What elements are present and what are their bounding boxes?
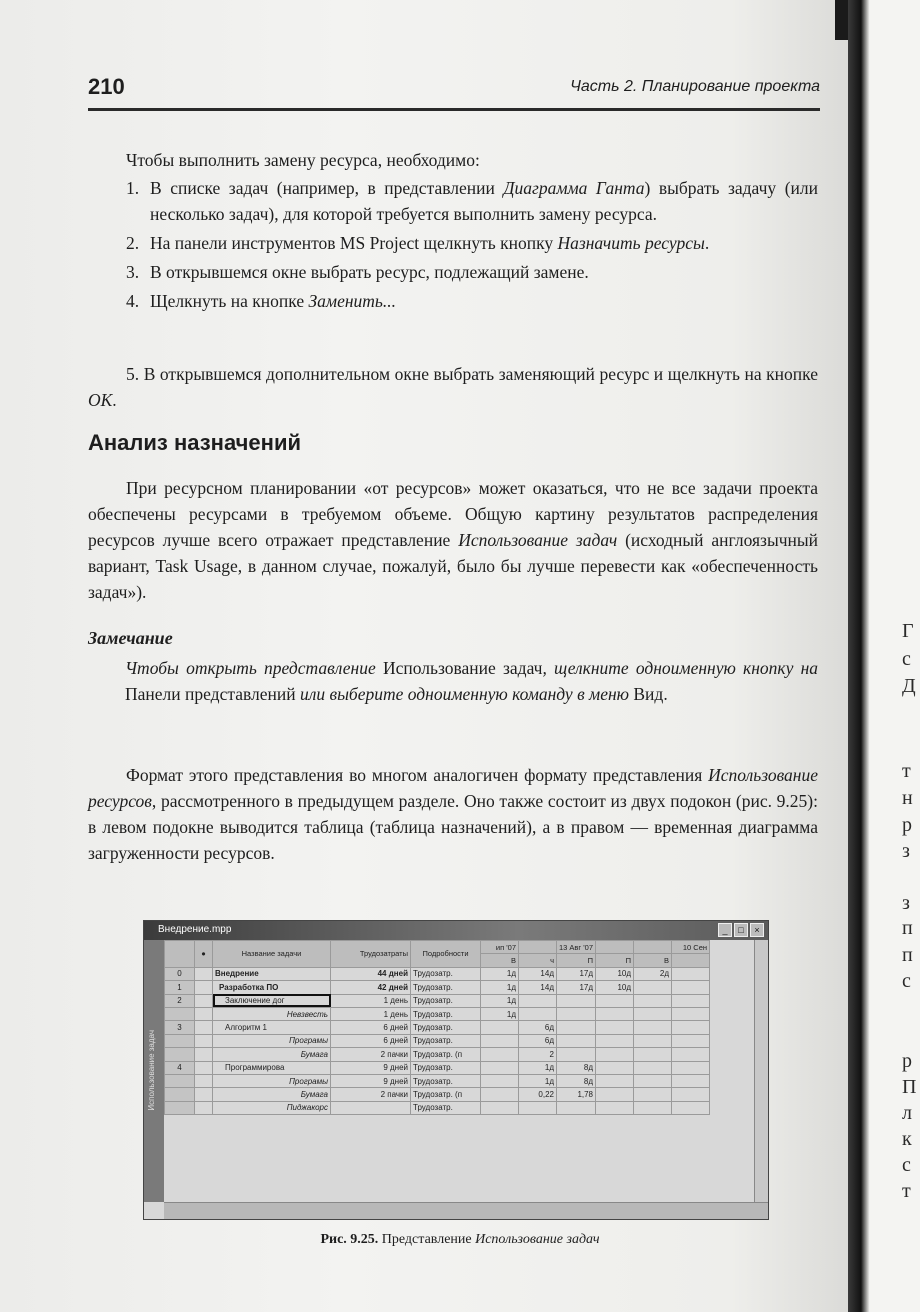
table-row[interactable] — [165, 1048, 710, 1061]
facing-page-letter: Г — [902, 620, 914, 642]
row-id[interactable]: 1 — [165, 981, 195, 994]
timephased-value-cell[interactable] — [634, 994, 672, 1007]
facing-page-letter: с — [902, 970, 911, 992]
facing-page-letter: т — [902, 1180, 911, 1202]
timephased-value-cell[interactable]: 1д — [481, 994, 519, 1007]
row-id[interactable]: 0 — [165, 967, 195, 980]
col-details[interactable]: Подробности — [411, 941, 481, 968]
timephased-value-cell[interactable] — [634, 1061, 672, 1074]
timephased-value-cell[interactable]: 1д — [481, 1007, 519, 1020]
timephased-value-cell[interactable] — [596, 994, 634, 1007]
section-heading: Анализ назначений — [88, 430, 302, 455]
step-item-5: 5. В открывшемся дополнительном окне выбрать заменяющий ресурс и щелкнуть на кнопке ОК. — [88, 364, 818, 410]
timephased-value-cell[interactable] — [672, 1034, 710, 1047]
task-name-cell[interactable]: Програмы — [213, 1034, 331, 1047]
row-indicator[interactable] — [195, 1074, 213, 1087]
step-item: 1. В списке задач (например, в представлении Диаграмма Ганта) выбрать задачу (или несколько задач), для которой требуется выполнить замену ресурса. — [126, 178, 818, 224]
week-label: 13 Авг '07 — [557, 941, 596, 954]
page-number: 210 — [88, 74, 125, 99]
work-cell[interactable]: 6 дней — [331, 1021, 411, 1034]
timephased-value-cell[interactable] — [672, 981, 710, 994]
timephased-value-cell[interactable] — [672, 1007, 710, 1020]
close-button[interactable]: × — [750, 923, 764, 937]
task-name-cell[interactable]: Внедрение — [213, 967, 331, 980]
timephased-value-cell[interactable] — [596, 1034, 634, 1047]
timephased-value-cell[interactable] — [596, 1074, 634, 1087]
facing-page-letter: п — [902, 917, 913, 939]
table-row[interactable] — [165, 994, 710, 1007]
day-label: ч — [519, 954, 557, 967]
timephased-value-cell[interactable] — [672, 1048, 710, 1061]
work-cell[interactable] — [331, 1101, 411, 1114]
timephased-value-cell[interactable]: 2 — [519, 1048, 557, 1061]
timephased-value-cell[interactable] — [481, 1101, 519, 1114]
timephased-value-cell[interactable] — [596, 1048, 634, 1061]
paragraph-format: Формат этого представления во многом аналогичен формату представления Использование ресурсов, рассмотренного в предыдущем разделе. Оно также состоит из двух подокон (рис. 9.25): в левом подокне выводится таблица (таблица назначений), а в правом — временная диаграмма загруженности ресурсов. — [88, 765, 818, 863]
day-label: В — [634, 954, 672, 967]
work-cell[interactable]: 42 дней — [331, 981, 411, 994]
row-indicator[interactable] — [195, 981, 213, 994]
table-row[interactable] — [165, 1034, 710, 1047]
row-id[interactable]: 3 — [165, 1021, 195, 1034]
maximize-button[interactable]: □ — [734, 923, 748, 937]
timephased-value-cell[interactable] — [672, 1101, 710, 1114]
row-id[interactable]: 4 — [165, 1061, 195, 1074]
minimize-button[interactable]: _ — [718, 923, 732, 937]
work-cell[interactable]: 9 дней — [331, 1074, 411, 1087]
step-item: 2. На панели инструментов MS Project щелкнуть кнопку Назначить ресурсы. — [126, 233, 710, 253]
table-row[interactable] — [165, 1007, 710, 1020]
timephased-value-cell[interactable] — [481, 1074, 519, 1087]
detail-cell[interactable]: Трудозатр. — [411, 967, 481, 980]
timephased-value-cell[interactable] — [481, 1088, 519, 1101]
timephased-value-cell[interactable] — [672, 994, 710, 1007]
detail-cell[interactable]: Трудозатр. — [411, 994, 481, 1007]
horizontal-scrollbar[interactable] — [164, 1202, 769, 1220]
header-rule — [88, 108, 820, 111]
week-label — [596, 941, 634, 954]
timephased-value-cell[interactable] — [481, 1048, 519, 1061]
timephased-value-cell[interactable]: 8д — [557, 1061, 596, 1074]
timephased-value-cell[interactable] — [634, 1021, 672, 1034]
facing-page-letter: П — [902, 1076, 917, 1098]
timephased-value-cell[interactable] — [557, 1021, 596, 1034]
row-id[interactable] — [165, 1007, 195, 1020]
timephased-value-cell[interactable] — [519, 994, 557, 1007]
timephased-value-cell[interactable] — [596, 1061, 634, 1074]
view-bar-label: Использование задач — [147, 1030, 156, 1111]
facing-page-letter: з — [902, 840, 910, 862]
detail-cell[interactable]: Трудозатр. (п — [411, 1048, 481, 1061]
step-item: 4. Щелкнуть на кнопке Заменить... — [126, 291, 396, 311]
task-name-cell[interactable]: Програмы — [213, 1074, 331, 1087]
week-label — [634, 941, 672, 954]
table-row[interactable] — [165, 1074, 710, 1087]
detail-cell[interactable]: Трудозатр. — [411, 981, 481, 994]
timephased-value-cell[interactable] — [672, 1088, 710, 1101]
task-name-cell[interactable]: Алгоритм 1 — [213, 1021, 331, 1034]
day-label — [672, 954, 710, 967]
vertical-scrollbar[interactable] — [754, 940, 768, 1202]
timephased-value-cell[interactable] — [557, 1007, 596, 1020]
task-name-cell[interactable]: Пиджакорс — [213, 1101, 331, 1114]
facing-page-letter: л — [902, 1102, 912, 1124]
facing-page-letter: н — [902, 787, 913, 809]
week-label: ип '07 — [481, 941, 519, 954]
table-row[interactable] — [165, 1101, 710, 1114]
timephased-value-cell[interactable]: 14д — [519, 967, 557, 980]
timephased-value-cell[interactable]: 10д — [596, 967, 634, 980]
table-row[interactable] — [165, 1061, 710, 1074]
timephased-value-cell[interactable]: 0,22 — [519, 1088, 557, 1101]
col-id — [165, 941, 195, 968]
timephased-value-cell[interactable]: 8д — [557, 1074, 596, 1087]
figure-caption: Рис. 9.25. Представление Использование задач — [320, 1232, 600, 1247]
timephased-value-cell[interactable] — [672, 1021, 710, 1034]
timephased-value-cell[interactable] — [634, 1034, 672, 1047]
row-indicator[interactable] — [195, 1021, 213, 1034]
timephased-value-cell[interactable]: 2д — [634, 967, 672, 980]
timephased-value-cell[interactable]: 1д — [519, 1074, 557, 1087]
work-cell[interactable]: 1 день — [331, 994, 411, 1007]
row-indicator[interactable] — [195, 1007, 213, 1020]
step-item: 3. В открывшемся окне выбрать ресурс, подлежащий замене. — [126, 262, 589, 282]
timephased-value-cell[interactable]: 6д — [519, 1021, 557, 1034]
timephased-value-cell[interactable]: 1д — [481, 967, 519, 980]
steps-list — [88, 175, 818, 317]
facing-page-letter: р — [902, 1050, 912, 1072]
task-name-cell[interactable]: Программирова — [213, 1061, 331, 1074]
facing-page-letter: п — [902, 944, 913, 966]
detail-cell[interactable]: Трудозатр. — [411, 1034, 481, 1047]
col-work[interactable]: Трудозатраты — [331, 941, 411, 968]
timephased-value-cell[interactable] — [634, 1074, 672, 1087]
detail-cell[interactable]: Трудозатр. (п — [411, 1088, 481, 1101]
timephased-value-cell[interactable] — [481, 1021, 519, 1034]
timephased-value-cell[interactable]: 1д — [481, 981, 519, 994]
row-indicator[interactable] — [195, 1048, 213, 1061]
table-row[interactable] — [165, 967, 710, 980]
timephased-value-cell[interactable] — [596, 1088, 634, 1101]
row-id[interactable] — [165, 1088, 195, 1101]
timephased-value-cell[interactable]: 1д — [519, 1061, 557, 1074]
row-id[interactable]: 2 — [165, 994, 195, 1007]
intro-text: Чтобы выполнить замену ресурса, необходимо: — [126, 150, 480, 170]
timephased-value-cell[interactable] — [672, 1074, 710, 1087]
timephased-value-cell[interactable] — [634, 1101, 672, 1114]
day-label: П — [596, 954, 634, 967]
timephased-value-cell[interactable] — [634, 981, 672, 994]
timephased-value-cell[interactable] — [672, 1061, 710, 1074]
timephased-value-cell[interactable] — [596, 1021, 634, 1034]
row-indicator[interactable] — [195, 1034, 213, 1047]
paragraph-usage: При ресурсном планировании «от ресурсов» может оказаться, что не все задачи проекта обеспечены ресурсами в требуемом объеме. Общую картину результатов распределения ресурсов лучше всего отражает представление Использование задач (исходный англоязычный вариант, Task Usage, в данном случае, пожалуй, было бы лучше перевести как «обеспеченность задач»). — [88, 478, 818, 602]
row-id[interactable] — [165, 1101, 195, 1114]
window-title: Внедрение.mpp — [158, 924, 232, 935]
facing-page-letter: з — [902, 892, 910, 914]
detail-cell[interactable]: Трудозатр. — [411, 1007, 481, 1020]
work-cell[interactable]: 1 день — [331, 1007, 411, 1020]
day-label: П — [557, 954, 596, 967]
task-name-cell[interactable]: Бумага — [213, 1048, 331, 1061]
timephased-value-cell[interactable]: 10д — [596, 981, 634, 994]
detail-cell[interactable]: Трудозатр. — [411, 1074, 481, 1087]
task-name-cell[interactable]: Невзвесть — [213, 1007, 331, 1020]
running-title: Часть 2. Планирование проекта — [570, 78, 820, 95]
task-usage-screenshot — [143, 920, 769, 1220]
timephased-value-cell[interactable] — [519, 1007, 557, 1020]
timephased-value-cell[interactable] — [557, 994, 596, 1007]
timephased-value-cell[interactable] — [634, 1007, 672, 1020]
timephased-value-cell[interactable]: 6д — [519, 1034, 557, 1047]
usage-table — [164, 940, 710, 1115]
note-body: Чтобы открыть представление Использование задач, щелкните одноименную кнопку на Панели представлений или выберите одноименную команду в меню Вид. — [125, 658, 818, 704]
timephased-value-cell[interactable] — [634, 1088, 672, 1101]
timephased-value-cell[interactable] — [519, 1101, 557, 1114]
work-cell[interactable]: 2 пачки — [331, 1088, 411, 1101]
page-header — [88, 74, 820, 110]
detail-cell[interactable]: Трудозатр. — [411, 1101, 481, 1114]
task-name-cell[interactable]: Разработка ПО — [213, 981, 331, 994]
row-indicator[interactable] — [195, 1088, 213, 1101]
timephased-value-cell[interactable]: 17д — [557, 967, 596, 980]
indicator-icon: ● — [195, 941, 213, 968]
row-indicator[interactable] — [195, 967, 213, 980]
work-cell[interactable]: 44 дней — [331, 967, 411, 980]
window-titlebar — [144, 921, 768, 940]
table-row[interactable] — [165, 1021, 710, 1034]
row-indicator[interactable] — [195, 994, 213, 1007]
facing-page-letter: т — [902, 760, 911, 782]
row-indicator[interactable] — [195, 1061, 213, 1074]
timephased-value-cell[interactable] — [634, 1048, 672, 1061]
note-title: Замечание — [88, 628, 173, 648]
timephased-value-cell[interactable]: 1,78 — [557, 1088, 596, 1101]
view-bar[interactable] — [144, 940, 164, 1202]
timephased-value-cell[interactable]: 14д — [519, 981, 557, 994]
task-name-cell[interactable]: Заключение дог — [213, 994, 331, 1007]
week-label — [519, 941, 557, 954]
row-id[interactable] — [165, 1034, 195, 1047]
row-id[interactable] — [165, 1074, 195, 1087]
timephased-value-cell[interactable] — [596, 1101, 634, 1114]
table-row[interactable] — [165, 981, 710, 994]
work-cell[interactable]: 6 дней — [331, 1034, 411, 1047]
timephased-value-cell[interactable] — [672, 967, 710, 980]
timephased-value-cell[interactable] — [557, 1034, 596, 1047]
timephased-value-cell[interactable]: 17д — [557, 981, 596, 994]
work-cell[interactable]: 9 дней — [331, 1061, 411, 1074]
detail-cell[interactable]: Трудозатр. — [411, 1061, 481, 1074]
timephased-value-cell[interactable] — [557, 1048, 596, 1061]
work-cell[interactable]: 2 пачки — [331, 1048, 411, 1061]
day-label: В — [481, 954, 519, 967]
row-indicator[interactable] — [195, 1101, 213, 1114]
facing-page-letter: с — [902, 648, 911, 670]
facing-page-letter: Д — [902, 675, 916, 697]
col-name[interactable]: Название задачи — [213, 941, 331, 968]
row-id[interactable] — [165, 1048, 195, 1061]
facing-page-letter: с — [902, 1154, 911, 1176]
timephased-value-cell[interactable] — [481, 1061, 519, 1074]
task-name-cell[interactable]: Бумага — [213, 1088, 331, 1101]
timephased-value-cell[interactable] — [596, 1007, 634, 1020]
table-row[interactable] — [165, 1088, 710, 1101]
timephased-value-cell[interactable] — [557, 1101, 596, 1114]
timephased-value-cell[interactable] — [481, 1034, 519, 1047]
week-label: 10 Сен — [672, 941, 710, 954]
facing-page-letter: р — [902, 814, 912, 836]
facing-page-letter: к — [902, 1128, 912, 1150]
detail-cell[interactable]: Трудозатр. — [411, 1021, 481, 1034]
